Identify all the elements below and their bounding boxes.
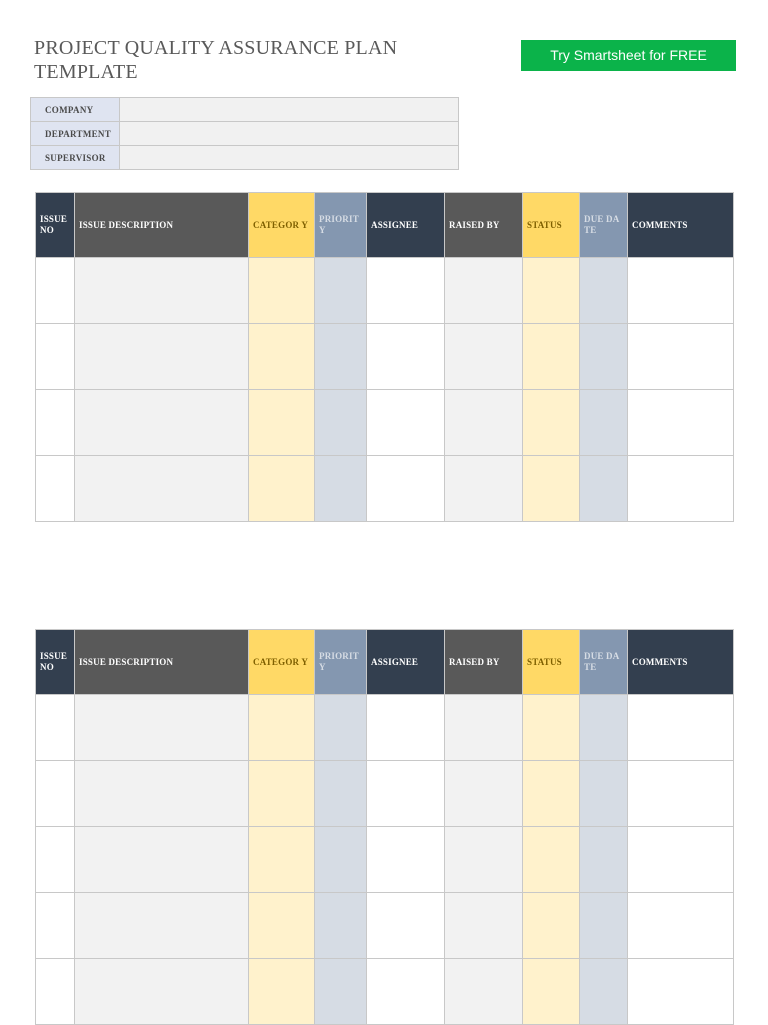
table-row (36, 258, 734, 324)
cell-issue-no[interactable] (36, 893, 75, 959)
column-header-status: STATUS (523, 630, 580, 695)
cell-category[interactable] (249, 258, 315, 324)
table-row (36, 456, 734, 522)
cell-comments[interactable] (628, 324, 734, 390)
cell-issue-description[interactable] (75, 893, 249, 959)
cell-issue-no[interactable] (36, 456, 75, 522)
cell-due-date[interactable] (580, 827, 628, 893)
table-row (36, 827, 734, 893)
column-header-due-date: DUE DATE (580, 193, 628, 258)
cell-issue-no[interactable] (36, 827, 75, 893)
cell-status[interactable] (523, 695, 580, 761)
cell-assignee[interactable] (367, 893, 445, 959)
info-row-company (31, 98, 459, 122)
cell-assignee[interactable] (367, 827, 445, 893)
cell-category[interactable] (249, 695, 315, 761)
cell-status[interactable] (523, 959, 580, 1025)
cell-issue-description[interactable] (75, 456, 249, 522)
supervisor-field[interactable] (120, 146, 459, 170)
cell-category[interactable] (249, 959, 315, 1025)
column-header-issue-no: ISSUE NO (36, 193, 75, 258)
cell-raised-by[interactable] (445, 390, 523, 456)
page-title: PROJECT QUALITY ASSURANCE PLAN TEMPLATE (34, 37, 398, 83)
cell-issue-description[interactable] (75, 390, 249, 456)
cell-comments[interactable] (628, 893, 734, 959)
cell-priority[interactable] (315, 761, 367, 827)
column-header-issue-description: ISSUE DESCRIPTION (75, 193, 249, 258)
cell-comments[interactable] (628, 761, 734, 827)
cell-issue-description[interactable] (75, 761, 249, 827)
cell-comments[interactable] (628, 695, 734, 761)
cell-issue-description[interactable] (75, 827, 249, 893)
cell-status[interactable] (523, 456, 580, 522)
cell-due-date[interactable] (580, 258, 628, 324)
cell-issue-description[interactable] (75, 324, 249, 390)
cell-priority[interactable] (315, 324, 367, 390)
column-header-status: STATUS (523, 193, 580, 258)
cell-priority[interactable] (315, 893, 367, 959)
cell-due-date[interactable] (580, 390, 628, 456)
table-row (36, 893, 734, 959)
cell-status[interactable] (523, 258, 580, 324)
cell-priority[interactable] (315, 390, 367, 456)
cell-issue-no[interactable] (36, 959, 75, 1025)
cell-category[interactable] (249, 827, 315, 893)
info-table (30, 97, 459, 170)
cell-issue-description[interactable] (75, 258, 249, 324)
cell-comments[interactable] (628, 959, 734, 1025)
table-row (36, 324, 734, 390)
cell-comments[interactable] (628, 390, 734, 456)
column-header-assignee: ASSIGNEE (367, 630, 445, 695)
supervisor-label: SUPERVISOR (31, 146, 120, 170)
cell-issue-no[interactable] (36, 761, 75, 827)
column-header-priority: PRIORIT Y (315, 193, 367, 258)
column-header-assignee: ASSIGNEE (367, 193, 445, 258)
cell-priority[interactable] (315, 827, 367, 893)
cell-due-date[interactable] (580, 893, 628, 959)
cell-issue-description[interactable] (75, 959, 249, 1025)
cell-issue-no[interactable] (36, 324, 75, 390)
cell-category[interactable] (249, 893, 315, 959)
cell-comments[interactable] (628, 258, 734, 324)
cell-assignee[interactable] (367, 761, 445, 827)
cell-raised-by[interactable] (445, 258, 523, 324)
cell-status[interactable] (523, 827, 580, 893)
table-row (36, 390, 734, 456)
cell-issue-no[interactable] (36, 390, 75, 456)
info-row-department (31, 122, 459, 146)
column-header-comments: COMMENTS (628, 630, 734, 695)
cell-due-date[interactable] (580, 324, 628, 390)
cell-status[interactable] (523, 761, 580, 827)
cell-comments[interactable] (628, 456, 734, 522)
issues-table-1 (35, 192, 734, 522)
cell-category[interactable] (249, 456, 315, 522)
cell-raised-by[interactable] (445, 324, 523, 390)
cell-due-date[interactable] (580, 761, 628, 827)
cell-status[interactable] (523, 893, 580, 959)
cell-assignee[interactable] (367, 695, 445, 761)
column-header-issue-description: ISSUE DESCRIPTION (75, 630, 249, 695)
column-header-priority: PRIORIT Y (315, 630, 367, 695)
table-header-row (36, 630, 734, 695)
cell-raised-by[interactable] (445, 761, 523, 827)
cell-raised-by[interactable] (445, 456, 523, 522)
column-header-comments: COMMENTS (628, 193, 734, 258)
cell-issue-description[interactable] (75, 695, 249, 761)
cell-assignee[interactable] (367, 456, 445, 522)
column-header-raised-by: RAISED BY (445, 630, 523, 695)
cell-due-date[interactable] (580, 959, 628, 1025)
cell-status[interactable] (523, 324, 580, 390)
cell-assignee[interactable] (367, 258, 445, 324)
cell-due-date[interactable] (580, 695, 628, 761)
column-header-raised-by: RAISED BY (445, 193, 523, 258)
cell-raised-by[interactable] (445, 959, 523, 1025)
column-header-due-date: DUE DATE (580, 630, 628, 695)
column-header-issue-no: ISSUE NO (36, 630, 75, 695)
cell-raised-by[interactable] (445, 827, 523, 893)
cell-issue-no[interactable] (36, 695, 75, 761)
company-field[interactable] (120, 98, 459, 122)
department-field[interactable] (120, 122, 459, 146)
cell-comments[interactable] (628, 827, 734, 893)
cell-raised-by[interactable] (445, 695, 523, 761)
table-header-row (36, 193, 734, 258)
cell-category[interactable] (249, 390, 315, 456)
issues-table-2 (35, 629, 734, 1025)
department-label: DEPARTMENT (31, 122, 120, 146)
info-row-supervisor (31, 146, 459, 170)
cell-status[interactable] (523, 390, 580, 456)
table-row (36, 959, 734, 1025)
cell-priority[interactable] (315, 258, 367, 324)
company-label: COMPANY (31, 98, 120, 122)
cell-assignee[interactable] (367, 324, 445, 390)
table-row (36, 761, 734, 827)
cell-due-date[interactable] (580, 456, 628, 522)
table-row (36, 695, 734, 761)
column-header-category: CATEGOR Y (249, 193, 315, 258)
cell-priority[interactable] (315, 456, 367, 522)
column-header-category: CATEGOR Y (249, 630, 315, 695)
cell-category[interactable] (249, 324, 315, 390)
cell-issue-no[interactable] (36, 258, 75, 324)
cell-assignee[interactable] (367, 959, 445, 1025)
cell-priority[interactable] (315, 695, 367, 761)
cell-assignee[interactable] (367, 390, 445, 456)
cell-raised-by[interactable] (445, 893, 523, 959)
cell-priority[interactable] (315, 959, 367, 1025)
cell-category[interactable] (249, 761, 315, 827)
try-smartsheet-button[interactable]: Try Smartsheet for FREE (521, 40, 736, 71)
